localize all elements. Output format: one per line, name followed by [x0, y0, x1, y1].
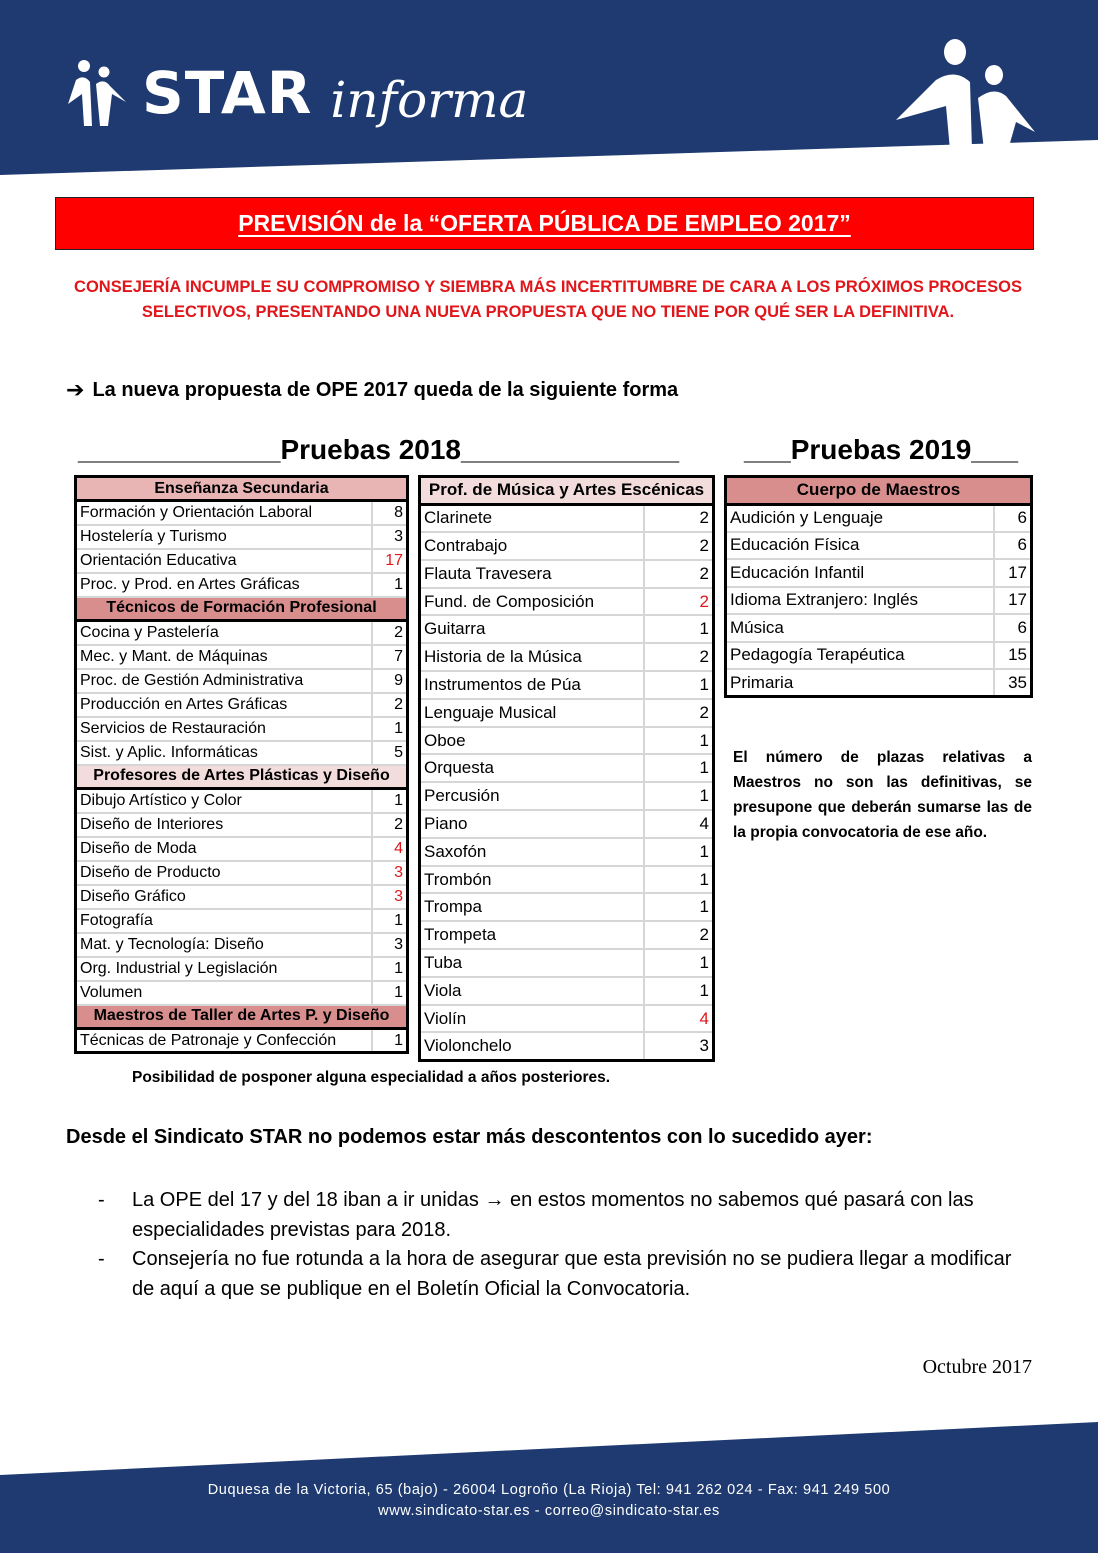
specialty-name: Violonchelo — [420, 1032, 644, 1060]
specialty-places: 1 — [644, 671, 714, 699]
specialty-places: 3 — [644, 1032, 714, 1060]
specialty-places: 3 — [372, 861, 408, 885]
specialty-places: 1 — [372, 1029, 408, 1053]
specialty-places: 1 — [644, 949, 714, 977]
specialty-places: 5 — [372, 741, 408, 765]
specialty-name: Contrabajo — [420, 532, 644, 560]
specialty-places: 1 — [372, 717, 408, 741]
specialty-name: Dibujo Artístico y Color — [76, 789, 372, 813]
table-row — [420, 782, 714, 810]
statement-bullets — [98, 1186, 1018, 1304]
table-row — [76, 1029, 408, 1053]
specialty-places: 1 — [644, 977, 714, 1005]
specialty-places: 1 — [372, 957, 408, 981]
section-title: Cuerpo de Maestros — [726, 477, 1032, 505]
specialty-name: Trompa — [420, 893, 644, 921]
table-row — [420, 921, 714, 949]
specialty-name: Cocina y Pastelería — [76, 621, 372, 645]
section-header-row — [76, 1005, 408, 1029]
specialty-places: 3 — [372, 525, 408, 549]
specialty-name: Diseño de Producto — [76, 861, 372, 885]
specialty-name: Primaria — [726, 669, 994, 697]
table-row — [726, 614, 1032, 642]
pruebas-2019-title: ___Pruebas 2019___ — [744, 434, 1018, 465]
specialty-name: Historia de la Música — [420, 643, 644, 671]
table-2019-maestros — [724, 475, 1033, 698]
section-header-row — [76, 477, 408, 501]
specialty-name: Educación Física — [726, 532, 994, 560]
table-row — [420, 1005, 714, 1033]
specialty-name: Instrumentos de Púa — [420, 671, 644, 699]
footer-band — [0, 1400, 1098, 1553]
specialty-name: Diseño de Interiores — [76, 813, 372, 837]
table-row — [726, 642, 1032, 670]
specialty-places: 3 — [372, 885, 408, 909]
table-row — [420, 699, 714, 727]
section-title: Enseñanza Secundaria — [76, 477, 408, 501]
specialty-name: Flauta Travesera — [420, 560, 644, 588]
specialty-places: 8 — [372, 501, 408, 525]
section-header-row — [76, 597, 408, 621]
statement-heading: Desde el Sindicato STAR no podemos estar más descontentos con lo sucedido ayer: — [66, 1126, 873, 1148]
table-row — [420, 643, 714, 671]
table-row — [76, 981, 408, 1005]
section-title: Maestros de Taller de Artes P. y Diseño — [76, 1005, 408, 1029]
table-row — [726, 532, 1032, 560]
specialty-name: Pedagogía Terapéutica — [726, 642, 994, 670]
bullet-item — [98, 1245, 1018, 1304]
specialty-name: Técnicas de Patronaje y Confección — [76, 1029, 372, 1053]
specialty-places: 1 — [644, 727, 714, 755]
page-title: PREVISIÓN de la “OFERTA PÚBLICA DE EMPLEO 2017” — [238, 210, 851, 236]
table-row — [76, 861, 408, 885]
specialty-name: Formación y Orientación Laboral — [76, 501, 372, 525]
intro-text: La nueva propuesta de OPE 2017 queda de la siguiente forma — [92, 378, 679, 401]
specialty-places: 6 — [994, 614, 1032, 642]
specialty-places: 1 — [372, 573, 408, 597]
table-row — [420, 866, 714, 894]
table-row — [726, 587, 1032, 615]
table-row — [420, 560, 714, 588]
specialty-places: 17 — [994, 587, 1032, 615]
table-row — [76, 669, 408, 693]
specialty-places: 2 — [644, 560, 714, 588]
specialty-name: Mec. y Mant. de Máquinas — [76, 645, 372, 669]
specialty-name: Trombón — [420, 866, 644, 894]
specialty-places: 1 — [372, 909, 408, 933]
specialty-name: Educación Infantil — [726, 559, 994, 587]
bullet-text: La OPE del 17 y del 18 iban a ir unidas → en estos momentos no sabemos qué pasará con las especialidades previstas para 2018. — [132, 1189, 974, 1241]
table-row — [76, 909, 408, 933]
specialty-places: 1 — [372, 981, 408, 1005]
people-logo-icon — [64, 58, 132, 128]
brand-name: STAR — [142, 59, 313, 127]
specialty-places: 2 — [372, 693, 408, 717]
intro-line — [66, 377, 678, 403]
table-row — [420, 504, 714, 532]
table-row — [76, 837, 408, 861]
star-logo — [64, 48, 528, 138]
specialty-name: Piano — [420, 810, 644, 838]
table-row — [420, 588, 714, 616]
specialty-name: Violín — [420, 1005, 644, 1033]
specialty-places: 1 — [644, 838, 714, 866]
table-row — [76, 549, 408, 573]
section-header-row — [726, 477, 1032, 505]
specialty-name: Música — [726, 614, 994, 642]
specialty-name: Org. Industrial y Legislación — [76, 957, 372, 981]
specialty-name: Volumen — [76, 981, 372, 1005]
table-row — [76, 501, 408, 525]
table-row — [420, 893, 714, 921]
table-row — [76, 717, 408, 741]
specialty-name: Proc. de Gestión Administrativa — [76, 669, 372, 693]
footer-web-links[interactable]: www.sindicato-star.es - correo@sindicato-star.es — [378, 1503, 720, 1519]
table-row — [76, 645, 408, 669]
table-row — [420, 1032, 714, 1060]
specialty-places: 2 — [644, 504, 714, 532]
specialty-name: Sist. y Aplic. Informáticas — [76, 741, 372, 765]
bullet-dash: - — [98, 1248, 105, 1270]
specialty-places: 1 — [644, 866, 714, 894]
table-2018-music — [418, 475, 715, 1062]
specialty-places: 2 — [644, 532, 714, 560]
table-row — [76, 525, 408, 549]
table-row — [420, 810, 714, 838]
table-row — [420, 949, 714, 977]
specialty-name: Proc. y Prod. en Artes Gráficas — [76, 573, 372, 597]
specialty-places: 2 — [644, 643, 714, 671]
specialty-name: Producción en Artes Gráficas — [76, 693, 372, 717]
section-header-row — [420, 477, 714, 505]
section-title: Técnicos de Formación Profesional — [76, 597, 408, 621]
specialty-places: 2 — [644, 921, 714, 949]
specialty-places: 2 — [372, 621, 408, 645]
specialty-places: 6 — [994, 504, 1032, 532]
specialty-name: Orquesta — [420, 754, 644, 782]
specialty-name: Trompeta — [420, 921, 644, 949]
specialty-places: 15 — [994, 642, 1032, 670]
table-row — [420, 671, 714, 699]
arrow-right-icon: ➔ — [66, 377, 85, 402]
specialty-places: 1 — [644, 754, 714, 782]
people-illustration-icon — [890, 38, 1040, 150]
specialty-places: 9 — [372, 669, 408, 693]
table-row — [76, 957, 408, 981]
table-row — [76, 573, 408, 597]
note-2019: El número de plazas relativas a Maestros no son las definitivas, se presupone que deberán sumarse las de la propia convocatoria de ese año. — [733, 749, 1032, 841]
footer-address: Duquesa de la Victoria, 65 (bajo) - 26004 Logroño (La Rioja) Tel: 941 262 024 - Fax: 941 249 500 — [207, 1482, 891, 1498]
specialty-places: 7 — [372, 645, 408, 669]
document-date: Octubre 2017 — [922, 1356, 1032, 1378]
specialty-name: Viola — [420, 977, 644, 1005]
brand-suffix: informa — [330, 71, 529, 129]
specialty-name: Oboe — [420, 727, 644, 755]
table-row — [726, 559, 1032, 587]
section-header-row — [76, 765, 408, 789]
specialty-name: Guitarra — [420, 615, 644, 643]
specialty-places: 4 — [372, 837, 408, 861]
table-row — [420, 838, 714, 866]
specialty-name: Lenguaje Musical — [420, 699, 644, 727]
alert-subtitle: CONSEJERÍA INCUMPLE SU COMPROMISO Y SIEMBRA MÁS INCERTITUMBRE DE CARA A LOS PRÓXIMOS PROCESOS SELECTIVOS, PRESENTANDO UNA NUEVA PROPUESTA QUE NO TIENE POR QUÉ SER LA DEFINITIVA. — [74, 278, 1022, 321]
title-banner — [55, 197, 1034, 250]
table-2018-secondary — [74, 475, 409, 1054]
specialty-places: 17 — [372, 549, 408, 573]
specialty-places: 3 — [372, 933, 408, 957]
specialty-places: 2 — [644, 588, 714, 616]
specialty-name: Mat. y Tecnología: Diseño — [76, 933, 372, 957]
table-row — [76, 813, 408, 837]
table-row — [76, 789, 408, 813]
specialty-places: 2 — [644, 699, 714, 727]
table-row — [76, 885, 408, 909]
specialty-places: 6 — [994, 532, 1032, 560]
section-title: Profesores de Artes Plásticas y Diseño — [76, 765, 408, 789]
table-row — [726, 669, 1032, 697]
section-title: Prof. de Música y Artes Escénicas — [420, 477, 714, 505]
bullet-item — [98, 1186, 1018, 1245]
specialty-name: Percusión — [420, 782, 644, 810]
bullet-text: Consejería no fue rotunda a la hora de asegurar que esta previsión no se pudiera llegar a modificar de aquí a que se publique en el Boletín Oficial la Convocatoria. — [132, 1248, 1012, 1300]
specialty-places: 1 — [644, 893, 714, 921]
table-row — [76, 621, 408, 645]
table-row — [76, 693, 408, 717]
specialty-places: 1 — [644, 615, 714, 643]
specialty-name: Saxofón — [420, 838, 644, 866]
pruebas-2018-title: _____________Pruebas 2018______________ — [78, 434, 680, 465]
table-row — [420, 532, 714, 560]
specialty-places: 2 — [372, 813, 408, 837]
table-row — [76, 741, 408, 765]
specialty-name: Clarinete — [420, 504, 644, 532]
specialty-name: Fund. de Composición — [420, 588, 644, 616]
specialty-name: Audición y Lenguaje — [726, 504, 994, 532]
specialty-name: Diseño Gráfico — [76, 885, 372, 909]
specialty-places: 4 — [644, 810, 714, 838]
specialty-name: Idioma Extranjero: Inglés — [726, 587, 994, 615]
table-row — [726, 504, 1032, 532]
note-postpone: Posibilidad de posponer alguna especialidad a años posteriores. — [132, 1069, 611, 1086]
specialty-name: Hostelería y Turismo — [76, 525, 372, 549]
table-row — [420, 727, 714, 755]
specialty-name: Tuba — [420, 949, 644, 977]
specialty-name: Servicios de Restauración — [76, 717, 372, 741]
table-row — [420, 615, 714, 643]
specialty-places: 1 — [372, 789, 408, 813]
specialty-name: Fotografía — [76, 909, 372, 933]
specialty-name: Diseño de Moda — [76, 837, 372, 861]
specialty-places: 35 — [994, 669, 1032, 697]
specialty-places: 1 — [644, 782, 714, 810]
table-row — [420, 754, 714, 782]
specialty-name: Orientación Educativa — [76, 549, 372, 573]
bullet-dash: - — [98, 1189, 105, 1211]
specialty-places: 4 — [644, 1005, 714, 1033]
table-row — [420, 977, 714, 1005]
specialty-places: 17 — [994, 559, 1032, 587]
table-row — [76, 933, 408, 957]
